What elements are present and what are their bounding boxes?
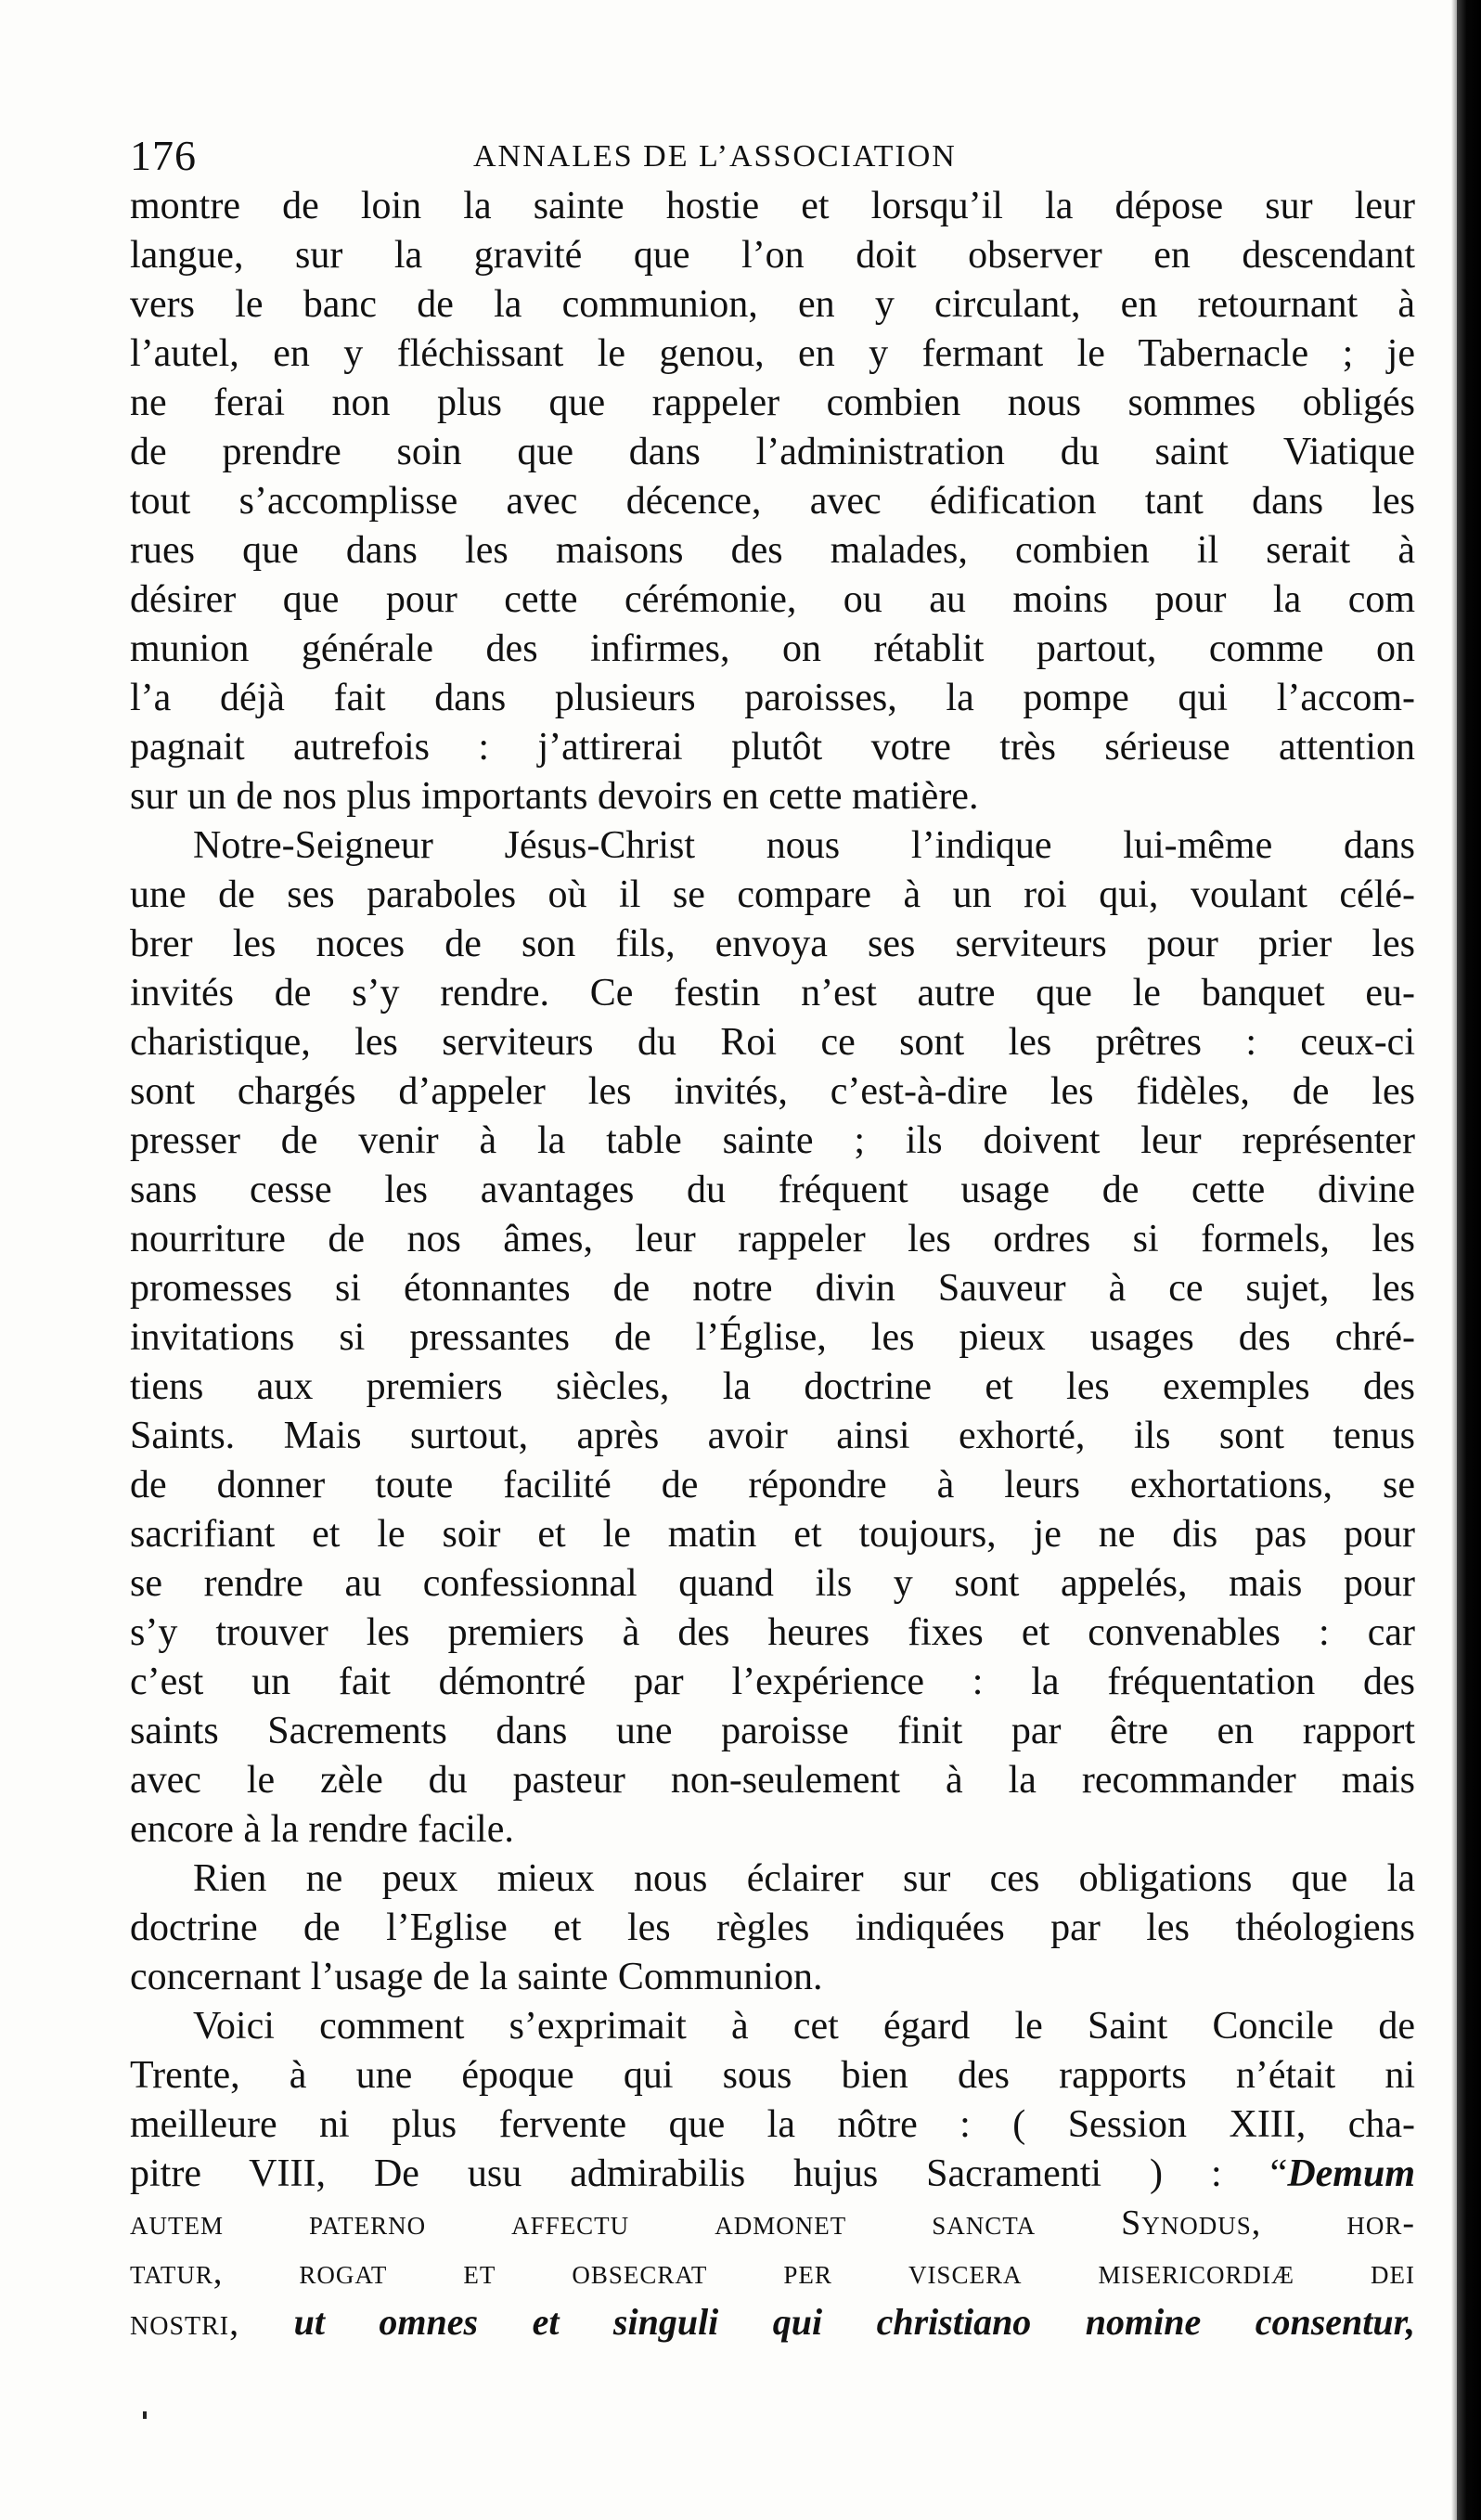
text-line: vers le banc de la communion, en y circulant, en retournant à — [130, 283, 1415, 326]
paragraph-start: Voici comment s’exprimait à cet égard le Saint Concile de — [193, 2005, 1415, 2048]
text-line: l’autel, en y fléchissant le genou, en y fermant le Tabernacle ; je — [130, 332, 1415, 375]
text-line: s’y trouver les premiers à des heures fixes et convenables : car — [130, 1611, 1415, 1654]
text-line-with-italic — [130, 2150, 1415, 2199]
text-line: pagnait autrefois : j’attirerai plutôt votre très sérieuse attention — [130, 726, 1415, 769]
stray-ink-mark — [143, 2411, 147, 2419]
text-line: rues que dans les maisons des malades, combien il serait à — [130, 529, 1415, 572]
italic-segment: Demum — [1287, 2152, 1415, 2195]
text-line: sans cesse les avantages du fréquent usage de cette divine — [130, 1169, 1415, 1211]
text-line: doctrine de l’Eglise et les règles indiquées par les théologiens — [130, 1906, 1415, 1949]
text-line: l’a déjà fait dans plusieurs paroisses, la pompe qui l’accom- — [130, 677, 1415, 719]
small-caps-line: tatur, rogat et obsecrat per viscera misericordiæ dei — [130, 2253, 1415, 2292]
text-line: ne ferai non plus que rappeler combien nous sommes obligés — [130, 381, 1415, 424]
text-line: invitations si pressantes de l’Église, les pieux usages des chré- — [130, 1316, 1415, 1359]
text-line: brer les noces de son fils, envoya ses serviteurs pour prier les — [130, 923, 1415, 965]
book-spine — [1457, 0, 1481, 2520]
text-line: encore à la rendre facile. — [130, 1808, 514, 1851]
text-line: tout s’accomplisse avec décence, avec édification tant dans les — [130, 480, 1415, 523]
text-line: de prendre soin que dans l’administration du saint Viatique — [130, 431, 1415, 473]
text-line: de donner toute facilité de répondre à leurs exhortations, se — [130, 1464, 1415, 1506]
italic-segment: ut omnes et singuli qui christiano nomine consentur, — [293, 2301, 1415, 2343]
text-line: tiens aux premiers siècles, la doctrine et les exemples des — [130, 1365, 1415, 1408]
text-line: avec le zèle du pasteur non-seulement à la recommander mais — [130, 1759, 1415, 1802]
running-head: ANNALES DE L’ASSOCIATION — [473, 139, 957, 174]
mixed-line — [130, 2297, 1415, 2346]
text-line: meilleure ni plus fervente que la nôtre : ( Session XIII, cha- — [130, 2103, 1415, 2146]
text-line: concernant l’usage de la sainte Communion. — [130, 1956, 823, 1998]
text-line: saints Sacrements dans une paroisse finit par être en rapport — [130, 1710, 1415, 1752]
page-number: 176 — [130, 132, 197, 179]
text-line: sont chargés d’appeler les invités, c’est-à-dire les fidèles, de les — [130, 1070, 1415, 1113]
text-line: montre de loin la sainte hostie et lorsqu’il la dépose sur leur — [130, 185, 1415, 227]
paragraph-start: Notre-Seigneur Jésus-Christ nous l’indique lui-même dans — [193, 824, 1415, 867]
text-line: promesses si étonnantes de notre divin Sauveur à ce sujet, les — [130, 1267, 1415, 1310]
text-line: nourriture de nos âmes, leur rappeler les ordres si formels, les — [130, 1218, 1415, 1260]
text-line: invités de s’y rendre. Ce festin n’est autre que le banquet eu- — [130, 972, 1415, 1014]
text-line: c’est un fait démontré par l’expérience : la fréquentation des — [130, 1661, 1415, 1703]
small-caps-segment: nostri, — [130, 2301, 240, 2343]
text-line: presser de venir à la table sainte ; ils doivent leur représenter — [130, 1119, 1415, 1162]
text-line: une de ses paraboles où il se compare à un roi qui, voulant célé- — [130, 873, 1415, 916]
text-line: charistique, les serviteurs du Roi ce sont les prêtres : ceux-ci — [130, 1021, 1415, 1064]
text-line: Trente, à une époque qui sous bien des rapports n’était ni — [130, 2054, 1415, 2097]
text-line: sur un de nos plus importants devoirs en cette matière. — [130, 775, 979, 818]
small-caps-line: autem paterno affectu admonet sancta Synodus, hor- — [130, 2203, 1415, 2242]
body-text — [130, 182, 1415, 2346]
text-line: munion générale des infirmes, on rétablit partout, comme on — [130, 627, 1415, 670]
text-line: désirer que pour cette cérémonie, ou au moins pour la com — [130, 578, 1415, 621]
text-line: se rendre au confessionnal quand ils y sont appelés, mais pour — [130, 1562, 1415, 1605]
text-line: langue, sur la gravité que l’on doit observer en descendant — [130, 234, 1415, 277]
text-segment: pitre VIII, De usu admirabilis hujus Sacramenti ) : “ — [130, 2152, 1288, 2195]
paragraph-start: Rien ne peux mieux nous éclairer sur ces obligations que la — [193, 1857, 1415, 1900]
text-line: Saints. Mais surtout, après avoir ainsi exhorté, ils sont tenus — [130, 1415, 1415, 1457]
text-line: sacrifiant et le soir et le matin et toujours, je ne dis pas pour — [130, 1513, 1415, 1556]
page-header — [130, 128, 1429, 184]
